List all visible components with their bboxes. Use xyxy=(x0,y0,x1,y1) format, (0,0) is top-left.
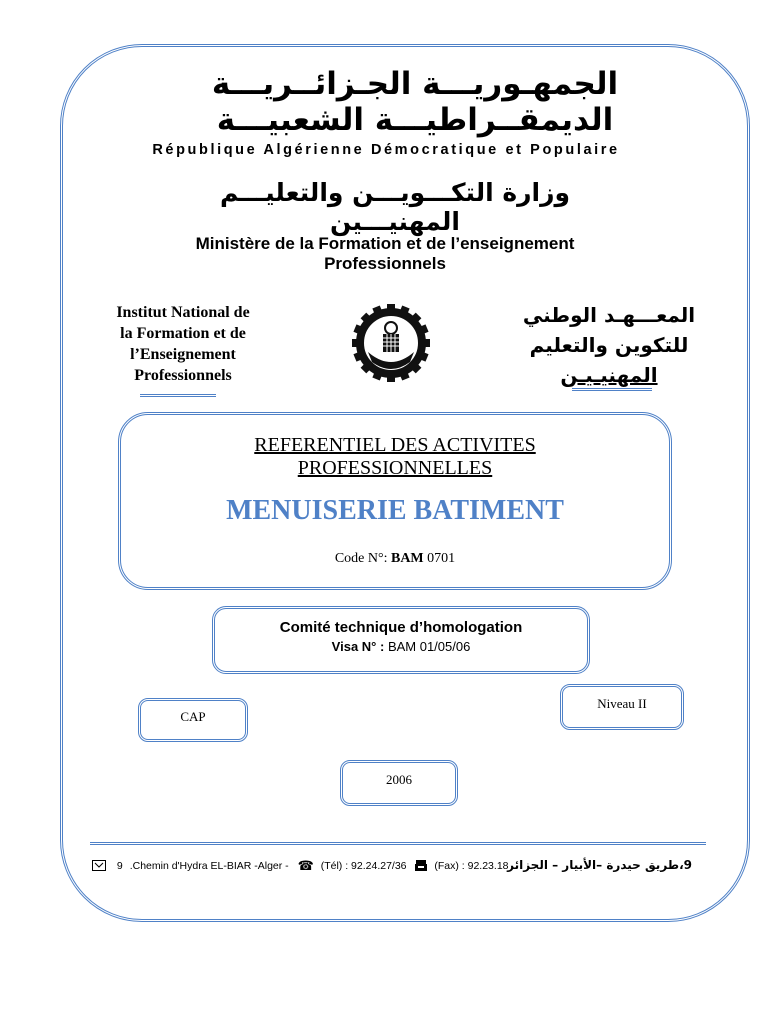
code-prefix: BAM xyxy=(390,551,424,566)
code-number xyxy=(121,551,669,567)
code-value: 0701 xyxy=(423,551,456,566)
arabic-address: 9،طريق حيدرة –الأبيار – الجزائر xyxy=(507,858,692,872)
trade-title: MENUISERIE BATIMENT xyxy=(226,495,564,526)
comite-box xyxy=(212,606,590,674)
phone-text: (Tél) : 92.24.27/36 xyxy=(320,860,407,872)
institute-arabic-line: المعـــهـد الوطني xyxy=(522,303,696,327)
french-ministry-line2: Professionnels xyxy=(324,254,446,273)
french-ministry-title xyxy=(140,234,630,274)
visa-value: BAM 01/05/06 xyxy=(387,639,471,654)
institute-arabic-line: للتكوين والتعليم xyxy=(529,333,689,357)
visa-label: Visa N° : xyxy=(331,639,388,654)
year-label: 2006 xyxy=(386,772,412,787)
referentiel-box xyxy=(118,412,672,590)
arabic-ministry-title: وزارة التكـــويـــن والتعليـــم المهنيـــين xyxy=(219,178,571,236)
telephone-icon: ☎ xyxy=(297,858,314,873)
arabic-republic-title: الجمهـوريـــة الجـزائــريـــة الديمقــراطيـــة الشعبيـــة xyxy=(211,66,619,138)
comite-title: Comité technique d’homologation xyxy=(279,619,523,636)
envelope-icon xyxy=(92,859,106,874)
niveau-box xyxy=(560,684,684,730)
niveau-label: Niveau II xyxy=(597,696,647,711)
address-text: .Chemin d'Hydra EL-BIAR -Alger - xyxy=(129,860,289,872)
cap-box xyxy=(138,698,248,742)
referentiel-title-line1: REFERENTIEL DES ACTIVITES xyxy=(254,434,536,456)
visa-number xyxy=(215,639,587,654)
institute-french-line: la Formation et de xyxy=(120,325,246,342)
french-republic-title: République Algérienne Démocratique et Populaire xyxy=(152,142,620,158)
footer-contact xyxy=(92,858,692,880)
fax-icon xyxy=(415,859,427,874)
referentiel-title xyxy=(121,434,669,480)
institute-arabic-underline xyxy=(572,388,652,391)
cap-label: CAP xyxy=(180,709,206,724)
institute-name-french xyxy=(98,302,268,386)
footer-divider xyxy=(90,842,706,845)
code-label: Code N°: xyxy=(334,551,391,566)
institute-french-line: Institut National de xyxy=(116,304,250,321)
institute-gear-logo-icon xyxy=(350,302,432,384)
year-box xyxy=(340,760,458,806)
institute-name-arabic xyxy=(520,300,698,390)
french-ministry-line1: Ministère de la Formation et de l’enseignement xyxy=(195,234,575,253)
fax-text: (Fax) : 92.23.18 xyxy=(434,860,509,872)
address-number: 9 xyxy=(116,860,123,872)
institute-arabic-line: المهنيـيـن xyxy=(560,363,658,387)
institute-french-line: l’Enseignement xyxy=(130,346,236,363)
institute-french-underline xyxy=(140,394,216,397)
institute-french-line: Professionnels xyxy=(134,367,232,384)
referentiel-title-line2: PROFESSIONNELLES xyxy=(297,457,493,479)
